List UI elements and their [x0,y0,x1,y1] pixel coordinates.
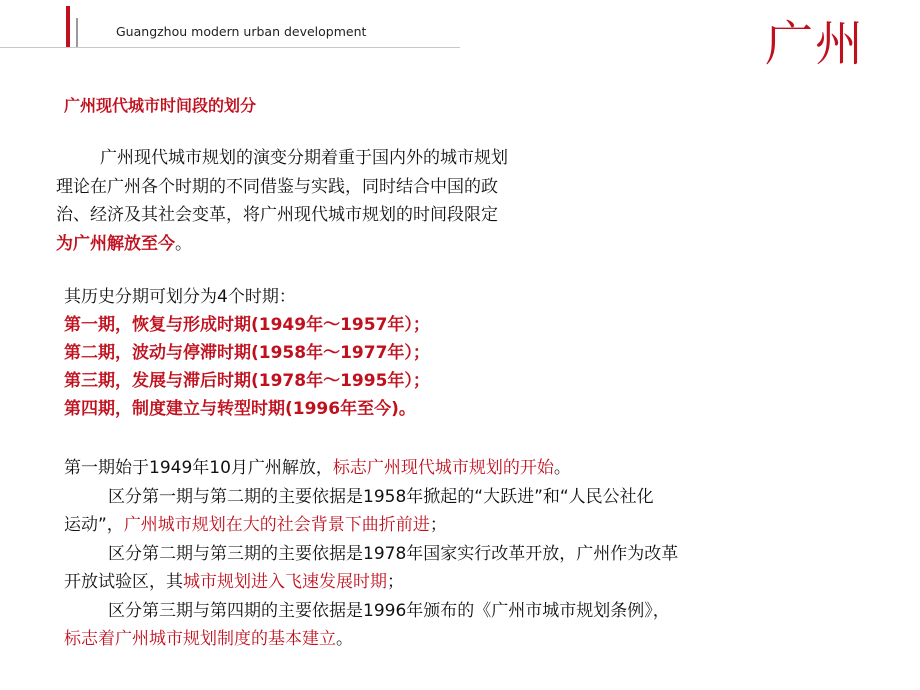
intro-paragraph [56,144,676,258]
period-item: 第二期，波动与停滞时期(1958年～1977年）； [64,343,430,363]
logo-text: 广州 [765,16,866,72]
page-title: 广州现代城市时间段的划分 [64,96,257,115]
detail-text: ； [429,515,447,535]
detail-line [64,511,884,540]
detail-line: 区分第二期与第三期的主要依据是1978年国家实行改革开放，广州作为改革 [108,543,679,564]
detail-highlight: 城市规划进入飞速发展时期 [183,572,387,592]
detail-text: 运动”， [64,515,124,535]
intro-end: 。 [175,233,192,254]
period-item: 第四期，制度建立与转型时期(1996年至今)。 [64,399,416,419]
header-divider [0,47,460,48]
detail-text: 第一期始于1949年10月广州解放， [64,458,333,478]
detail-text: 。 [336,629,353,649]
detail-text: ； [387,572,404,592]
detail-text: 开放试验区，其 [64,572,183,592]
period-item: 第一期，恢复与形成时期(1949年～1957年）； [64,315,430,335]
intro-line: 理论在广州各个时期的不同借鉴与实践，同时结合中国的政 [56,176,498,197]
detail-highlight: 标志着广州城市规划制度的基本建立 [64,629,336,649]
header-gray-bar [76,18,78,48]
intro-line-last [56,230,676,259]
detail-line [64,568,884,597]
intro-line: 治、经济及其社会变革，将广州现代城市规划的时间段限定 [56,205,498,225]
periods-intro: 其历史分期可划分为4个时期： [64,287,296,307]
detail-line: 区分第三期与第四期的主要依据是1996年颁布的《广州市城市规划条例》， [108,600,670,621]
period-item: 第三期，发展与滞后时期(1978年～1995年）； [64,371,430,391]
detail-highlight: 广州城市规划在大的社会背景下曲折前进 [123,515,430,535]
details-paragraph [64,454,884,654]
header-subtitle: Guangzhou modern urban development [116,24,367,39]
periods-list [64,283,430,423]
detail-highlight: 标志广州现代城市规划的开始 [332,458,554,478]
detail-line [64,454,884,483]
detail-line [64,625,884,654]
detail-line: 区分第一期与第二期的主要依据是1958年掀起的“大跃进”和“人民公社化 [108,486,654,507]
header-red-bar [66,6,70,48]
detail-text: 。 [553,458,571,478]
intro-line: 广州现代城市规划的演变分期着重于国内外的城市规划 [100,148,508,168]
intro-highlight: 为广州解放至今 [56,233,175,254]
